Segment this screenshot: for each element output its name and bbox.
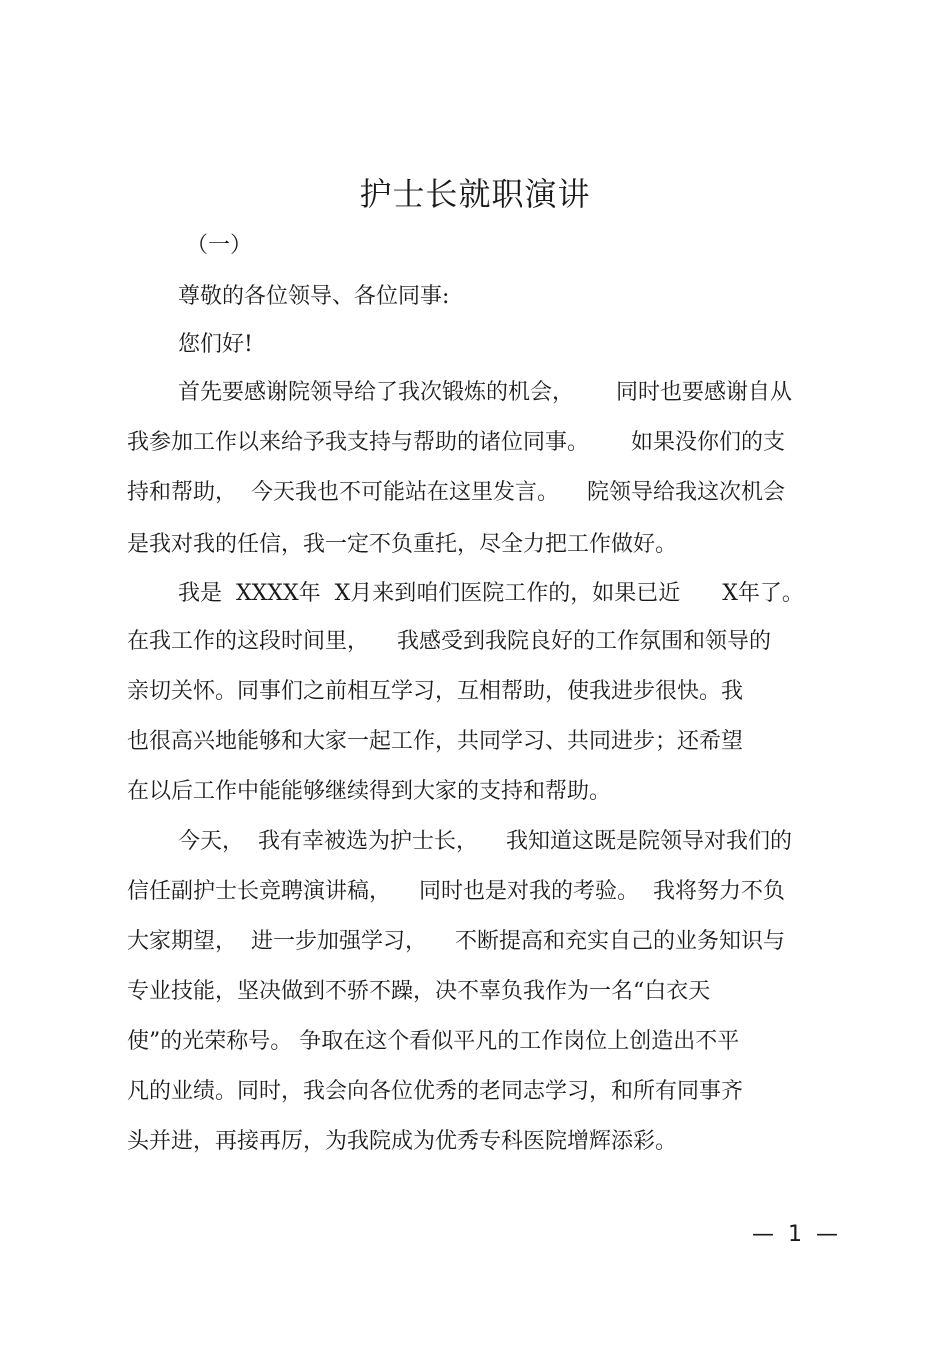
page-number: — 1 —	[752, 1222, 838, 1247]
paragraph-line: 信任副护士长竞聘演讲稿， 同时也是对我的考验。 我将努力不负	[127, 879, 785, 904]
paragraph-line: 在我工作的这段时间里， 我感受到我院良好的工作氛围和领导的	[127, 629, 771, 654]
paragraph-line: 头并进，再接再厉，为我院成为优秀专科医院增辉添彩。	[127, 1129, 678, 1154]
paragraph-line: 专业技能，坚决做到不骄不躁，决不辜负我作为一名“白衣天	[127, 979, 711, 1004]
greeting: 您们好!	[178, 332, 253, 357]
paragraph-line: 我是 XXXX年 X月来到咱们医院工作的，如果已近 X年了。	[178, 581, 804, 606]
paragraph-line: 首先要感谢院领导给了我次锻炼的机会， 同时也要感谢自从	[178, 380, 792, 405]
paragraph-line: 大家期望， 进一步加强学习， 不断提高和充实自己的业务知识与	[127, 929, 785, 954]
salutation: 尊敬的各位领导、各位同事:	[178, 284, 450, 309]
section-marker: （一）	[186, 233, 253, 258]
paragraph-line: 是我对我的任信，我一定不负重托，尽全力把工作做好。	[127, 532, 678, 557]
paragraph-line: 在以后工作中能能够继续得到大家的支持和帮助。	[127, 779, 612, 804]
paragraph-line: 持和帮助， 今天我也不可能站在这里发言。 院领导给我这次机会	[127, 480, 785, 505]
paragraph-line: 也很高兴地能够和大家一起工作，共同学习、共同进步；还希望	[127, 729, 744, 754]
document-title: 护士长就职演讲	[359, 175, 591, 213]
paragraph-line: 使”的光荣称号。 争取在这个看似平凡的工作岗位上创造出不平	[127, 1029, 740, 1054]
paragraph-line: 今天， 我有幸被选为护士长， 我知道这既是院领导对我们的	[178, 829, 792, 854]
paragraph-line: 凡的业绩。同时，我会向各位优秀的老同志学习，和所有同事齐	[127, 1079, 744, 1104]
paragraph-line: 亲切关怀。同事们之前相互学习，互相帮助，使我进步很快。我	[127, 679, 744, 704]
paragraph-line: 我参加工作以来给予我支持与帮助的诸位同事。 如果没你们的支	[127, 430, 785, 455]
